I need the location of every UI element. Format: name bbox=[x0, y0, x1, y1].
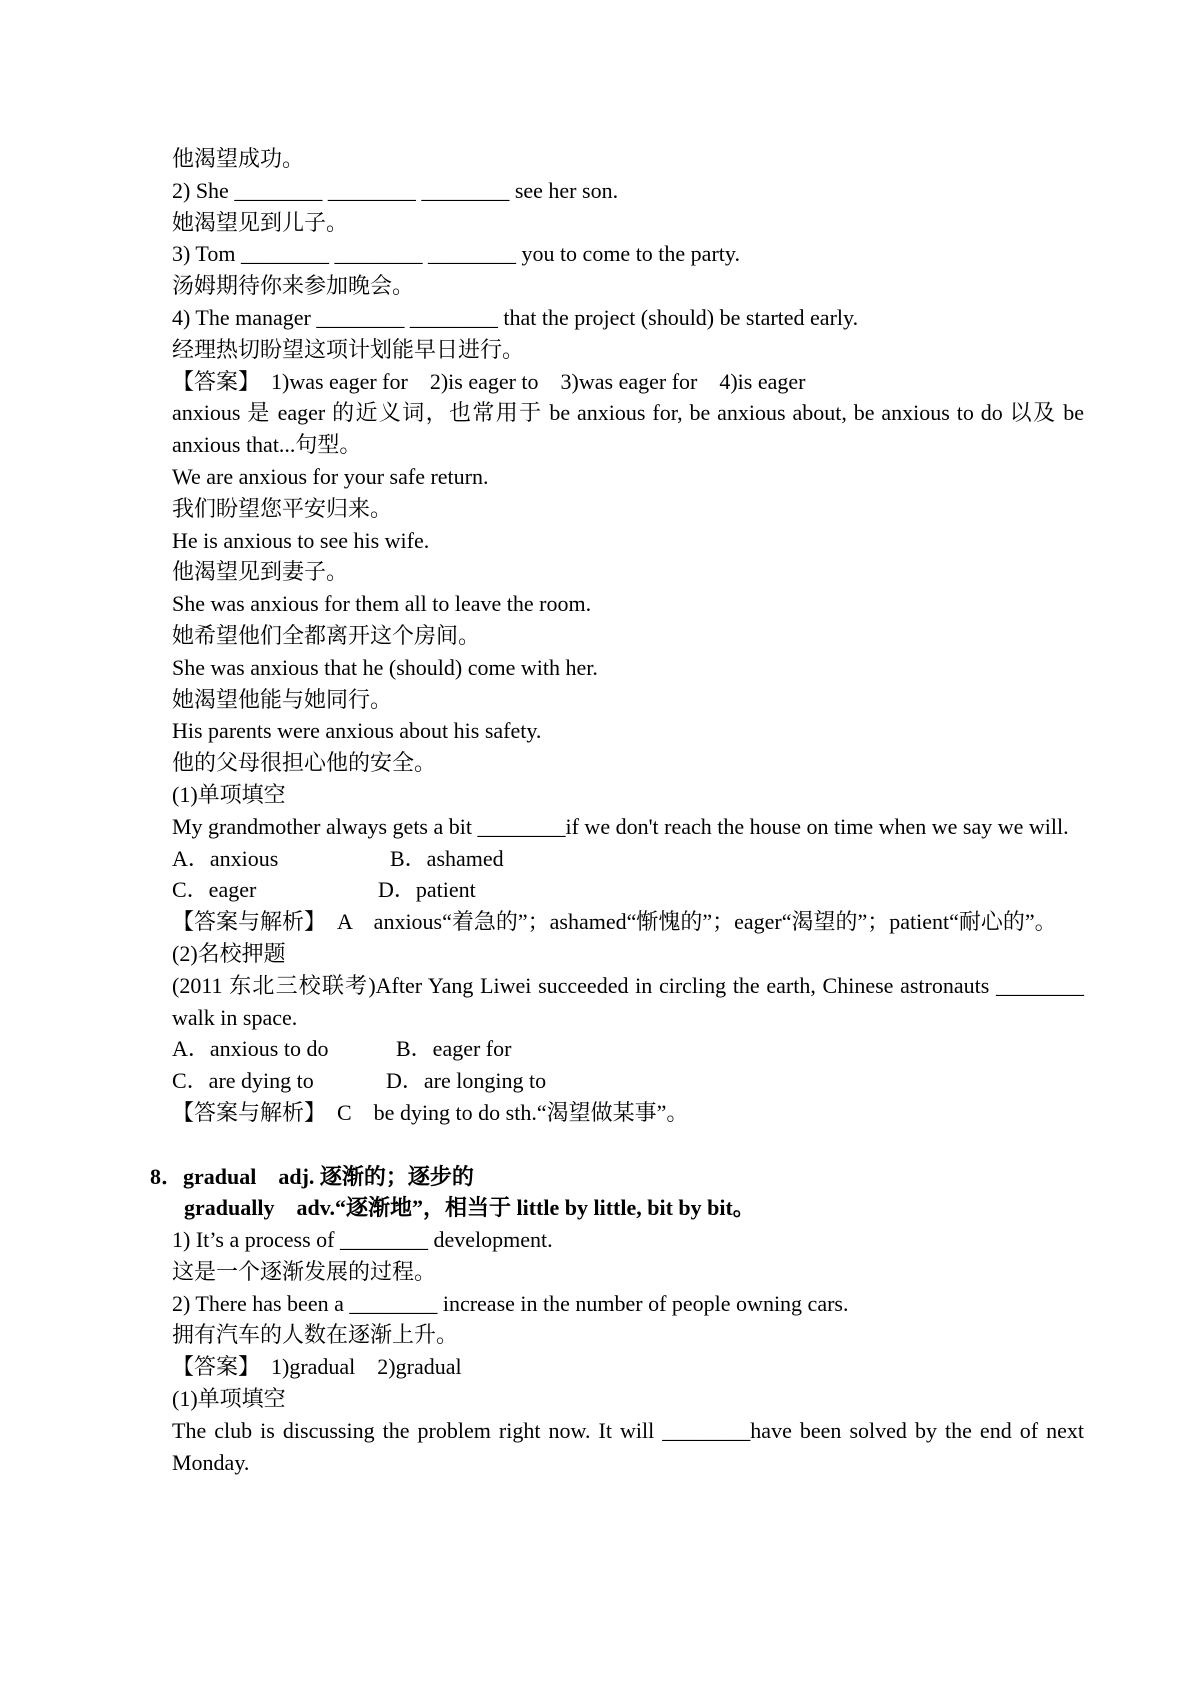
question-text: The club is discussing the problem right now. It will ________have been solved by the end of next Monday. bbox=[172, 1417, 1084, 1475]
example-translation: 她希望他们全都离开这个房间。 bbox=[172, 622, 481, 648]
blank-line bbox=[172, 1129, 1084, 1161]
options-row bbox=[172, 1065, 1084, 1097]
option-c: C．eager bbox=[172, 877, 257, 903]
vocab-subheading: gradually adv.“逐渐地”，相当于 little by little, bit by bit。 bbox=[184, 1195, 755, 1221]
options-row bbox=[172, 874, 1084, 906]
text-line: 汤姆期待你来参加晚会。 bbox=[172, 273, 415, 299]
option-b: B．eager for bbox=[396, 1036, 512, 1062]
option-d: D．patient bbox=[378, 877, 476, 903]
option-a: A．anxious bbox=[172, 845, 279, 871]
answer-line: 【答案】 1)gradual 2)gradual bbox=[172, 1354, 462, 1380]
options-row bbox=[172, 843, 1084, 875]
answer-explanation: 【答案与解析】 C be dying to do sth.“渴望做某事”。 bbox=[172, 1099, 689, 1125]
option-a: A．anxious to do bbox=[172, 1036, 329, 1062]
text-line: 这是一个逐渐发展的过程。 bbox=[172, 1258, 437, 1284]
option-c: C．are dying to bbox=[172, 1068, 314, 1094]
example-translation: 他的父母很担心他的安全。 bbox=[172, 750, 437, 776]
vocab-heading: 8．gradual adj. 逐渐的；逐步的 bbox=[150, 1163, 474, 1189]
section-label: (1)单项填空 bbox=[172, 1386, 286, 1412]
option-b: B．ashamed bbox=[390, 845, 504, 871]
text-line: 拥有汽车的人数在逐渐上升。 bbox=[172, 1322, 459, 1348]
example-translation: 我们盼望您平安归来。 bbox=[172, 495, 393, 521]
section-label: (1)单项填空 bbox=[172, 781, 286, 807]
option-d: D．are longing to bbox=[386, 1068, 547, 1094]
exercise-item: 2) She ________ ________ ________ see her son. bbox=[172, 177, 619, 203]
question-text: My grandmother always gets a bit ________if we don't reach the house on time when we say we will. bbox=[172, 813, 1069, 839]
example-sentence: We are anxious for your safe return. bbox=[172, 463, 489, 489]
anxious-intro: anxious 是 eager 的近义词，也常用于 be anxious for, be anxious about, be anxious to do 以及 be anxious that...句型。 bbox=[172, 400, 1084, 458]
answer-explanation: 【答案与解析】 A anxious“着急的”；ashamed“惭愧的”；eager“渴望的”；patient“耐心的”。 bbox=[172, 909, 1057, 935]
example-sentence: She was anxious that he (should) come with her. bbox=[172, 654, 598, 680]
exercise-item: 3) Tom ________ ________ ________ you to come to the party. bbox=[172, 241, 740, 267]
example-sentence: She was anxious for them all to leave the room. bbox=[172, 591, 592, 617]
example-translation: 他渴望见到妻子。 bbox=[172, 559, 349, 585]
question-text: (2011 东北三校联考)After Yang Liwei succeeded in circling the earth, Chinese astronauts ________ walk in space. bbox=[172, 972, 1084, 1030]
document-body bbox=[150, 143, 1084, 1478]
example-sentence: His parents were anxious about his safety. bbox=[172, 718, 542, 744]
options-row bbox=[172, 1033, 1084, 1065]
example-translation: 她渴望他能与她同行。 bbox=[172, 686, 393, 712]
text-line: 他渴望成功。 bbox=[172, 146, 305, 171]
example-sentence: He is anxious to see his wife. bbox=[172, 527, 430, 553]
section-label: (2)名校押题 bbox=[172, 940, 286, 966]
exercise-item: 2) There has been a ________ increase in the number of people owning cars. bbox=[172, 1290, 849, 1316]
exercise-item: 4) The manager ________ ________ that the project (should) be started early. bbox=[172, 304, 859, 330]
answer-line: 【答案】 1)was eager for 2)is eager to 3)was eager for 4)is eager bbox=[172, 368, 806, 394]
exercise-item: 1) It’s a process of ________ development. bbox=[172, 1227, 553, 1253]
text-line: 经理热切盼望这项计划能早日进行。 bbox=[172, 336, 525, 362]
text-line: 她渴望见到儿子。 bbox=[172, 209, 349, 235]
